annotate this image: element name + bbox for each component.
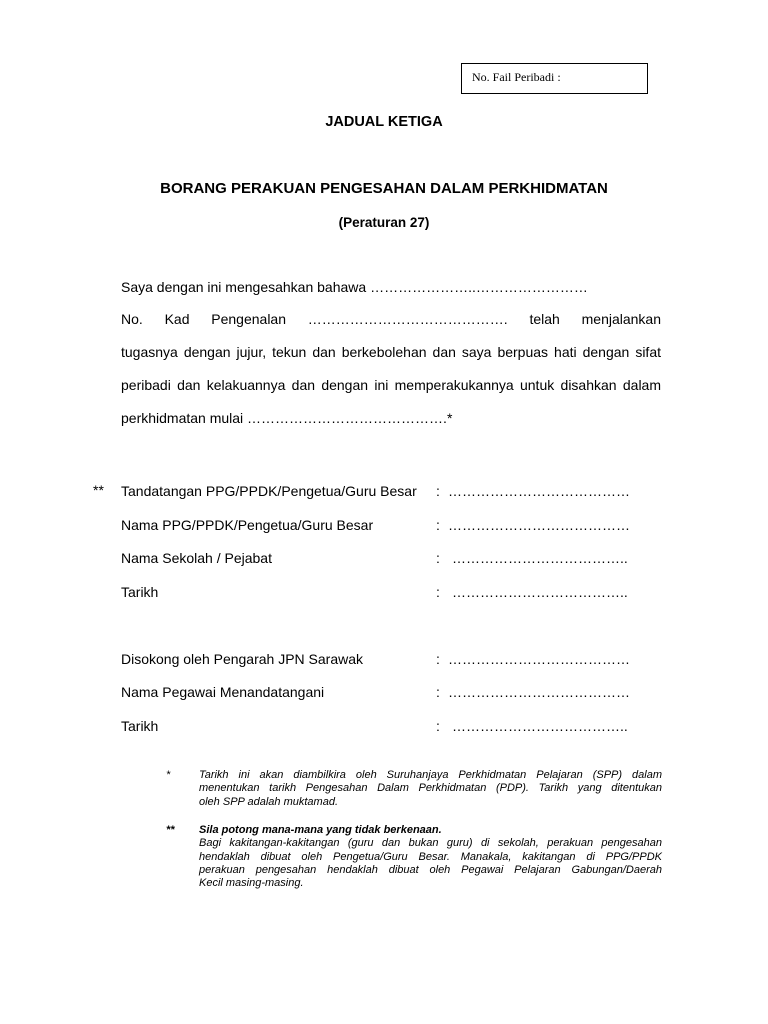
field-blank: ………………………………..: [452, 584, 628, 600]
regulation-reference: (Peraturan 27): [338, 215, 430, 230]
field-label: Tandatangan PPG/PPDK/Pengetua/Guru Besar: [121, 483, 417, 499]
footnote-title: Sila potong mana-mana yang tidak berkenaan.: [199, 824, 442, 836]
field-colon: :: [436, 517, 440, 533]
footnote-line: Bagi kakitangan-kakitangan (guru dan bukan guru) di sekolah, perakuan pengesahan: [199, 837, 662, 850]
field-colon: :: [436, 584, 440, 600]
file-number-box: No. Fail Peribadi :: [461, 63, 648, 94]
confirmation-line-name: Saya dengan ini mengesahkan bahawa …………………..……………………: [121, 279, 588, 295]
field-blank: ………………………………..: [452, 550, 628, 566]
field-blank: ………………………………..: [452, 718, 628, 734]
footnote-line: menentukan tarikh Pengesahan Dalam Perkhidmatan (PDP). Tarikh yang ditentukan: [199, 782, 662, 795]
field-label: Nama Sekolah / Pejabat: [121, 550, 272, 566]
field-blank: …………………………………: [448, 684, 630, 700]
confirmation-line-3: tugasnya dengan jujur, tekun dan berkebolehan dan saya berpuas hati dengan sifat: [121, 344, 661, 360]
footnote-star-marker: *: [166, 769, 171, 781]
field-label: Nama Pegawai Menandatangani: [121, 684, 325, 700]
field-colon: :: [436, 550, 440, 566]
field-blank: …………………………………: [448, 483, 630, 499]
confirmation-line-date: perkhidmatan mulai …………………………………….*: [121, 410, 453, 426]
confirmation-line-ic: No. Kad Pengenalan ……………………………………. telah menjalankan: [121, 311, 661, 327]
field-colon: :: [436, 483, 440, 499]
schedule-heading: JADUAL KETIGA: [325, 114, 443, 130]
footnote-line: hendaklah dibuat oleh Pengetua/Guru Besar. Manakala, kakitangan di PPG/PPDK: [199, 850, 662, 863]
field-blank: …………………………………: [448, 517, 630, 533]
signature-double-star: **: [93, 482, 104, 498]
field-label: Nama PPG/PPDK/Pengetua/Guru Besar: [121, 517, 374, 533]
field-colon: :: [436, 684, 440, 700]
field-label: Tarikh: [121, 718, 159, 734]
footnote-double-star-text: [199, 824, 662, 890]
field-label: Disokong oleh Pengarah JPN Sarawak: [121, 651, 364, 667]
field-colon: :: [436, 718, 440, 734]
footnote-line: perakuan pengesahan hendaklah dibuat oleh Pegawai Pelajaran Gabungan/Daerah: [199, 863, 662, 876]
field-label: Tarikh: [121, 584, 159, 600]
field-colon: :: [436, 651, 440, 667]
confirmation-line-4: peribadi dan kelakuannya dan dengan ini memperakukannya untuk disahkan dalam: [121, 377, 661, 393]
field-blank: …………………………………: [448, 651, 630, 667]
footnote-line: Kecil masing-masing.: [199, 877, 304, 890]
footnote-double-star-marker: **: [166, 824, 175, 836]
footnote-star-text: [199, 769, 662, 809]
form-title: BORANG PERAKUAN PENGESAHAN DALAM PERKHIDMATAN: [160, 180, 608, 197]
footnote-line: oleh SPP adalah muktamad.: [199, 795, 339, 808]
footnote-line: Tarikh ini akan diambilkira oleh Suruhanjaya Perkhidmatan Pelajaran (SPP) dalam: [199, 769, 662, 781]
